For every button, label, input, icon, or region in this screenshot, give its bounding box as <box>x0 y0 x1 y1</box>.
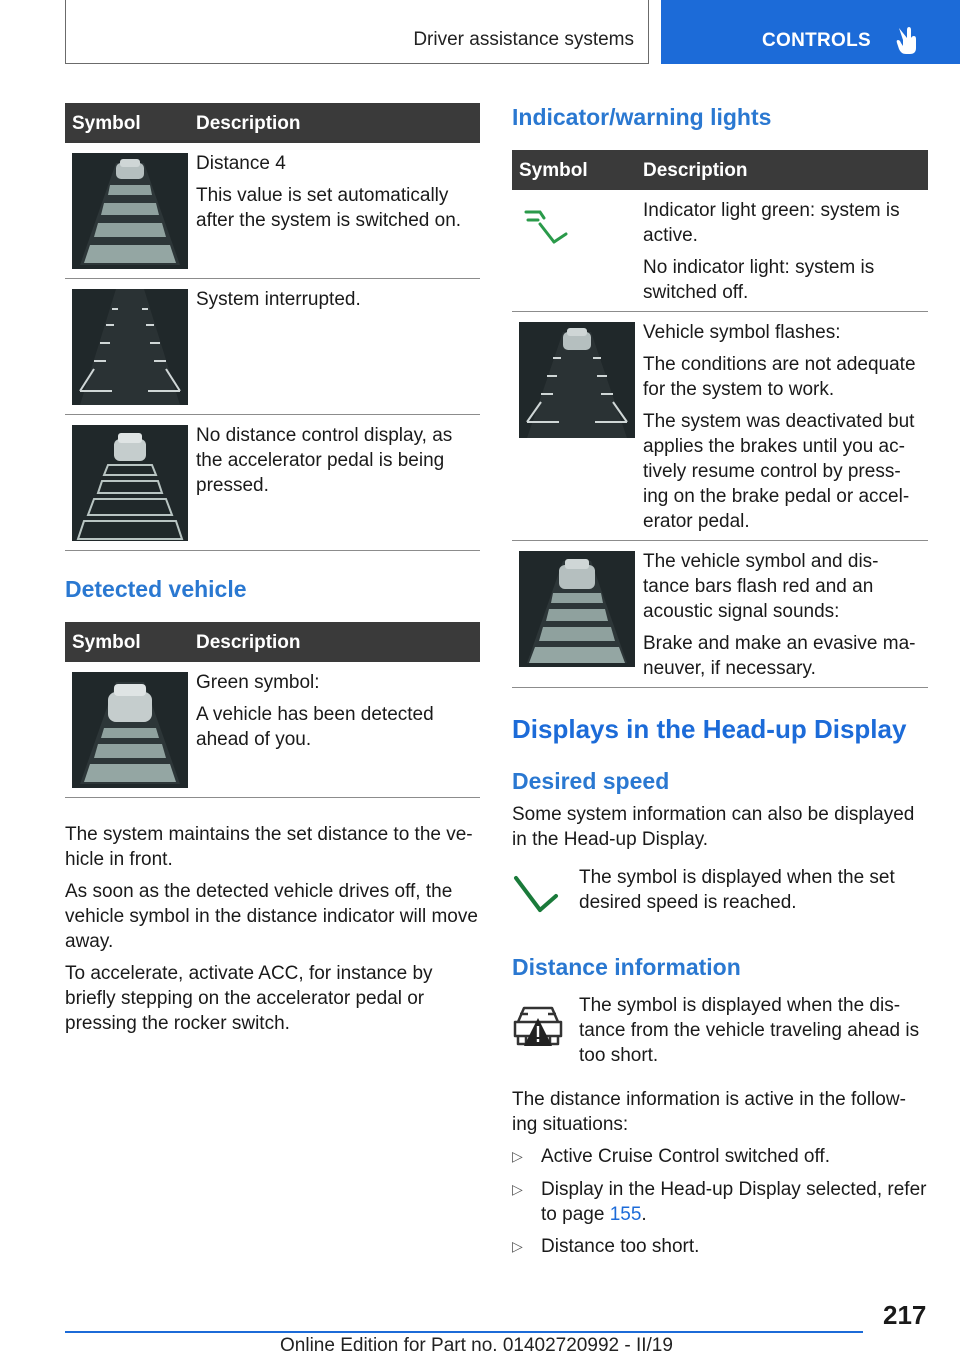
symbol-table-detected <box>65 622 480 798</box>
symbol-table-distance <box>65 103 480 551</box>
col-symbol-header: Symbol <box>72 632 141 653</box>
acc-green-indicator-icon <box>524 208 574 248</box>
bullet-text-main: Display in the Head-up Display selected, refer to page <box>541 1179 927 1225</box>
table-header <box>65 103 480 143</box>
desc-line: A vehicle has been detected ahead of you. <box>196 704 434 750</box>
distance-4-symbol-image <box>72 153 188 269</box>
desc-line: Brake and make an evasive ma‐neuver, if necessary. <box>643 633 916 679</box>
row-description <box>643 198 921 312</box>
bullet-text: Active Cruise Control switched off. <box>541 1146 830 1167</box>
desc-line: Indicator light green: system is active. <box>643 200 900 246</box>
vehicle-flashes-symbol-image <box>519 322 635 438</box>
row-description <box>196 151 471 240</box>
table-row <box>65 143 480 279</box>
row-description <box>196 423 471 505</box>
paragraph: As soon as the detected vehicle drives off, the vehicle symbol in the distance indicator will move away. <box>65 881 478 952</box>
header-section-box <box>65 0 649 64</box>
red-warning-symbol-image <box>519 551 635 667</box>
table-row <box>512 312 928 541</box>
desc-line: Green symbol: <box>196 672 320 693</box>
desc-line: Distance 4 <box>196 153 286 174</box>
desc-line: The system was deactivated but applies the brakes until you ac‐tively resume control by press‐ing on the brake pedal or accel‐erator pedal. <box>643 411 915 532</box>
desc-line: The conditions are not adequate for the system to work. <box>643 354 916 400</box>
triangle-bullet-icon: ▷ <box>512 1238 523 1254</box>
desc-line: Vehicle symbol flashes: <box>643 322 841 343</box>
indicator-warning-heading: Indicator/warning lights <box>512 104 772 130</box>
desired-speed-intro: Some system information can also be displayed in the Head-up Display. <box>512 804 915 850</box>
row-description <box>196 670 471 759</box>
paragraph: The system maintains the set distance to the ve‐hicle in front. <box>65 824 473 870</box>
distance-symbol-text: The symbol is displayed when the dis‐tance from the vehicle traveling ahead is too short. <box>579 995 920 1066</box>
bullet-text: Display in the Head-up Display selected, refer to page 155. <box>541 1179 927 1225</box>
header-chapter-title: CONTROLS <box>762 30 872 51</box>
desc-line: The vehicle symbol and dis‐tance bars flash red and an acoustic signal sounds: <box>643 551 879 622</box>
col-description-header: Description <box>196 632 301 653</box>
system-interrupted-symbol-image <box>72 289 188 405</box>
list-item <box>512 1144 932 1170</box>
col-symbol-header: Symbol <box>72 113 141 134</box>
detected-vehicle-heading: Detected vehicle <box>65 576 247 602</box>
desired-speed-symbol-text: The symbol is displayed when the set desired speed is reached. <box>579 867 895 913</box>
hud-displays-heading: Displays in the Head-up Display <box>512 714 907 744</box>
paragraph: To accelerate, activate ACC, for instance by briefly stepping on the accelerator pedal or pressing the rocker switch. <box>65 963 433 1034</box>
table-row <box>65 279 480 415</box>
list-item <box>512 1234 932 1260</box>
detected-vehicle-paragraphs <box>65 822 483 1043</box>
desc-line: This value is set automatically after the system is switched on. <box>196 185 462 231</box>
footer-divider <box>65 1331 863 1333</box>
list-item <box>512 1177 932 1229</box>
footer-edition: Online Edition for Part no. 01402720992 - II/19 <box>280 1335 673 1356</box>
row-description <box>643 549 923 688</box>
table-row <box>65 662 480 798</box>
distance-info-intro: The distance information is active in the follow‐ing situations: <box>512 1089 906 1135</box>
triangle-bullet-icon: ▷ <box>512 1181 523 1197</box>
table-row <box>512 541 928 688</box>
page-reference-link[interactable]: 155 <box>609 1204 642 1225</box>
distance-information-heading: Distance information <box>512 954 741 980</box>
distance-warning-car-icon <box>512 1002 564 1050</box>
detected-vehicle-symbol-image <box>72 672 188 788</box>
header-section-title: Driver assistance systems <box>413 29 634 50</box>
page-number: 217 <box>883 1300 927 1330</box>
triangle-bullet-icon: ▷ <box>512 1148 523 1164</box>
desc-line: No indicator light: system is switched off. <box>643 257 875 303</box>
table-header <box>65 622 480 662</box>
desired-speed-hud-icon <box>512 866 562 920</box>
table-row <box>512 190 928 312</box>
header-chapter-tab[interactable] <box>661 0 960 64</box>
col-symbol-header: Symbol <box>519 160 588 181</box>
row-description <box>643 320 925 541</box>
desc-line: System interrupted. <box>196 289 361 310</box>
no-distance-display-symbol-image <box>72 425 188 541</box>
row-description <box>196 287 361 319</box>
hand-pointer-icon <box>895 24 921 56</box>
symbol-table-indicator <box>512 150 928 688</box>
bullet-text: Distance too short. <box>541 1236 700 1257</box>
desired-speed-heading: Desired speed <box>512 768 670 794</box>
desc-line: No distance control display, as the accelerator pedal is being pressed. <box>196 425 453 496</box>
col-description-header: Description <box>196 113 301 134</box>
table-row <box>65 415 480 551</box>
table-header <box>512 150 928 190</box>
col-description-header: Description <box>643 160 748 181</box>
